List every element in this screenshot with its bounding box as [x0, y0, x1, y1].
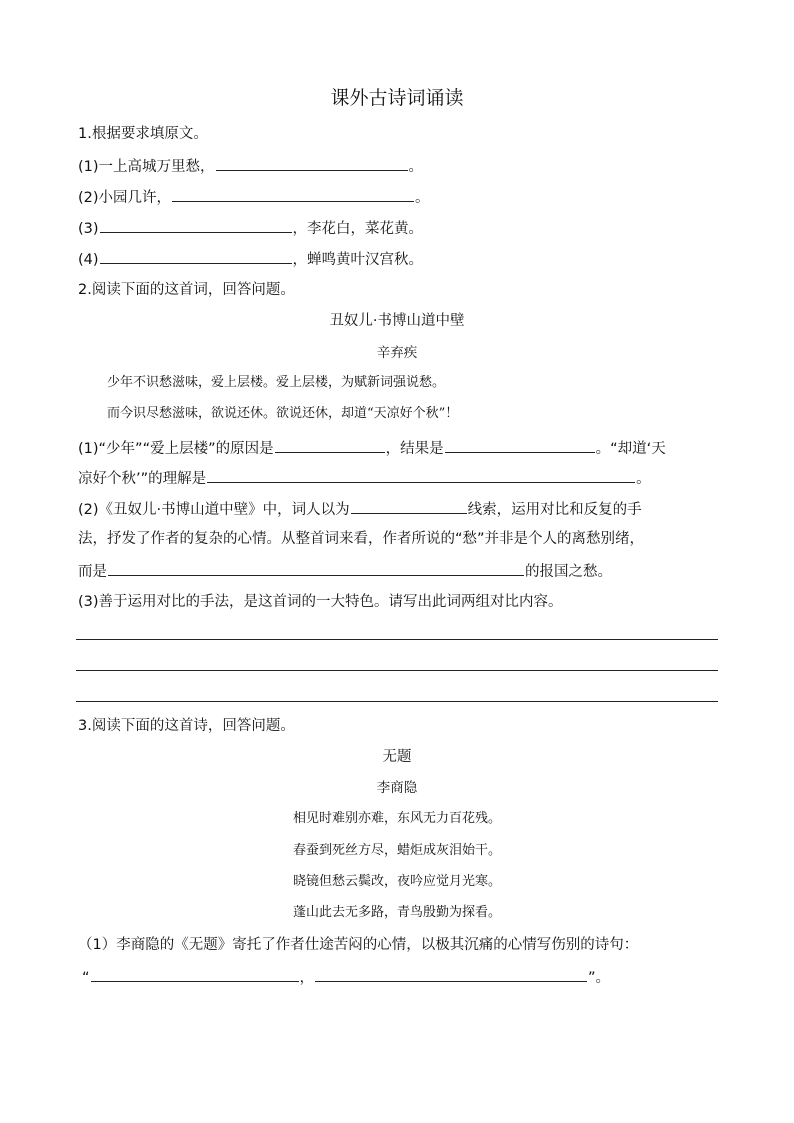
q1-item-2-suffix: 。: [415, 190, 430, 206]
q1-item-4-prefix: (4): [78, 252, 99, 268]
q2-sub1-blank-2[interactable]: [445, 437, 595, 453]
q2-sub2-line-1: [78, 498, 642, 520]
q3-sub1-answer: [82, 966, 610, 988]
q3-open-quote: “: [82, 970, 90, 986]
q1-item-3-suffix: ，李花白，菜花黄。: [292, 221, 424, 237]
q2-sub2-text-e: 的报国之愁。: [525, 564, 612, 580]
q2-sub1-text-b: ，结果是: [385, 441, 444, 457]
q2-answer-line-3[interactable]: [76, 701, 718, 702]
q2-sub1-text-c: 。“却道‘天: [595, 441, 666, 457]
q2-sub1-line-1: [78, 437, 666, 459]
page-title: 课外古诗词诵读: [330, 87, 464, 109]
q1-item-1-blank[interactable]: [216, 155, 408, 171]
q1-item-3-blank[interactable]: [100, 217, 292, 233]
q2-sub1-blank-3[interactable]: [207, 467, 635, 483]
q2-sub1-text-d: 凉好个秋’”的理解是: [78, 471, 207, 487]
q2-poem-title: 丑奴儿·书博山道中壁: [329, 313, 465, 329]
q2-sub2-blank-1[interactable]: [351, 498, 467, 514]
q1-item-1: [78, 155, 423, 177]
q1-item-2-prefix: (2)小园几许，: [78, 190, 172, 206]
q1-item-4-blank[interactable]: [100, 248, 292, 264]
q1-item-3-prefix: (3): [78, 221, 99, 237]
q3-sub1: （1）李商隐的《无题》寄托了作者仕途苦闷的心情，以极其沉痛的心情写伤别的诗句：: [78, 937, 639, 953]
q3-comma: ，: [299, 970, 315, 986]
q1-item-2: [78, 186, 430, 208]
q3-close-quote: ”。: [588, 970, 611, 986]
q2-sub1-line-2: [78, 467, 651, 489]
q3-poem-line-1: 相见时难别亦难，东风无力百花残。: [292, 811, 501, 826]
q3-blank-2[interactable]: [315, 966, 587, 982]
q2-sub2-text-b: 线索，运用对比和反复的手: [467, 502, 642, 518]
q3-poem-line-4: 蓬山此去无多路，青鸟殷勤为探看。: [292, 905, 501, 920]
q2-sub1-text-e: 。: [636, 471, 651, 487]
q1-item-2-blank[interactable]: [172, 186, 414, 202]
q2-sub1-blank-1[interactable]: [275, 437, 385, 453]
q1-heading: 1.根据要求填原文。: [78, 126, 208, 142]
q2-sub2-text-d: 而是: [78, 564, 107, 580]
q2-answer-line-2[interactable]: [76, 670, 718, 671]
q1-item-4: [78, 248, 423, 270]
q3-heading: 3.阅读下面的这首诗，回答问题。: [78, 718, 295, 734]
q2-sub2-line-3: [78, 560, 612, 582]
q1-item-4-suffix: ，蝉鸣黄叶汉宫秋。: [292, 252, 424, 268]
q3-poem-line-2: 春蚕到死丝方尽，蜡炬成灰泪始干。: [292, 843, 501, 858]
q3-poem-line-3: 晓镜但愁云鬓改，夜吟应觉月光寒。: [292, 874, 501, 889]
q2-answer-line-1[interactable]: [76, 639, 718, 640]
q2-sub3: (3)善于运用对比的手法，是这首词的一大特色。请写出此词两组对比内容。: [78, 594, 563, 610]
q2-poem-line-2: 而今识尽愁滋味，欲说还休。欲说还休，却道“天凉好个秋”！: [107, 406, 459, 421]
q2-poem-line-1: 少年不识愁滋味，爱上层楼。爱上层楼，为赋新词强说愁。: [107, 375, 446, 390]
q3-blank-1[interactable]: [91, 966, 299, 982]
q1-item-1-prefix: (1)一上高城万里愁，: [78, 159, 215, 175]
q2-sub2-text-a: (2)《丑奴儿·书博山道中壁》中，词人以为: [78, 502, 350, 518]
q2-heading: 2.阅读下面的这首词，回答问题。: [78, 282, 295, 298]
q2-poem-author: 辛弃疾: [376, 345, 418, 361]
q2-sub1-text-a: (1)“少年”“爱上层楼”的原因是: [78, 441, 274, 457]
q3-poem-author: 李商隐: [376, 780, 418, 796]
q2-sub2-line-2: 法，抒发了作者的复杂的心情。从整首词来看，作者所说的“愁”并非是个人的离愁别绪，: [78, 531, 645, 547]
q3-poem-title: 无题: [382, 749, 412, 765]
q1-item-3: [78, 217, 423, 239]
q2-sub2-blank-2[interactable]: [108, 560, 524, 576]
q1-item-1-suffix: 。: [408, 159, 424, 175]
